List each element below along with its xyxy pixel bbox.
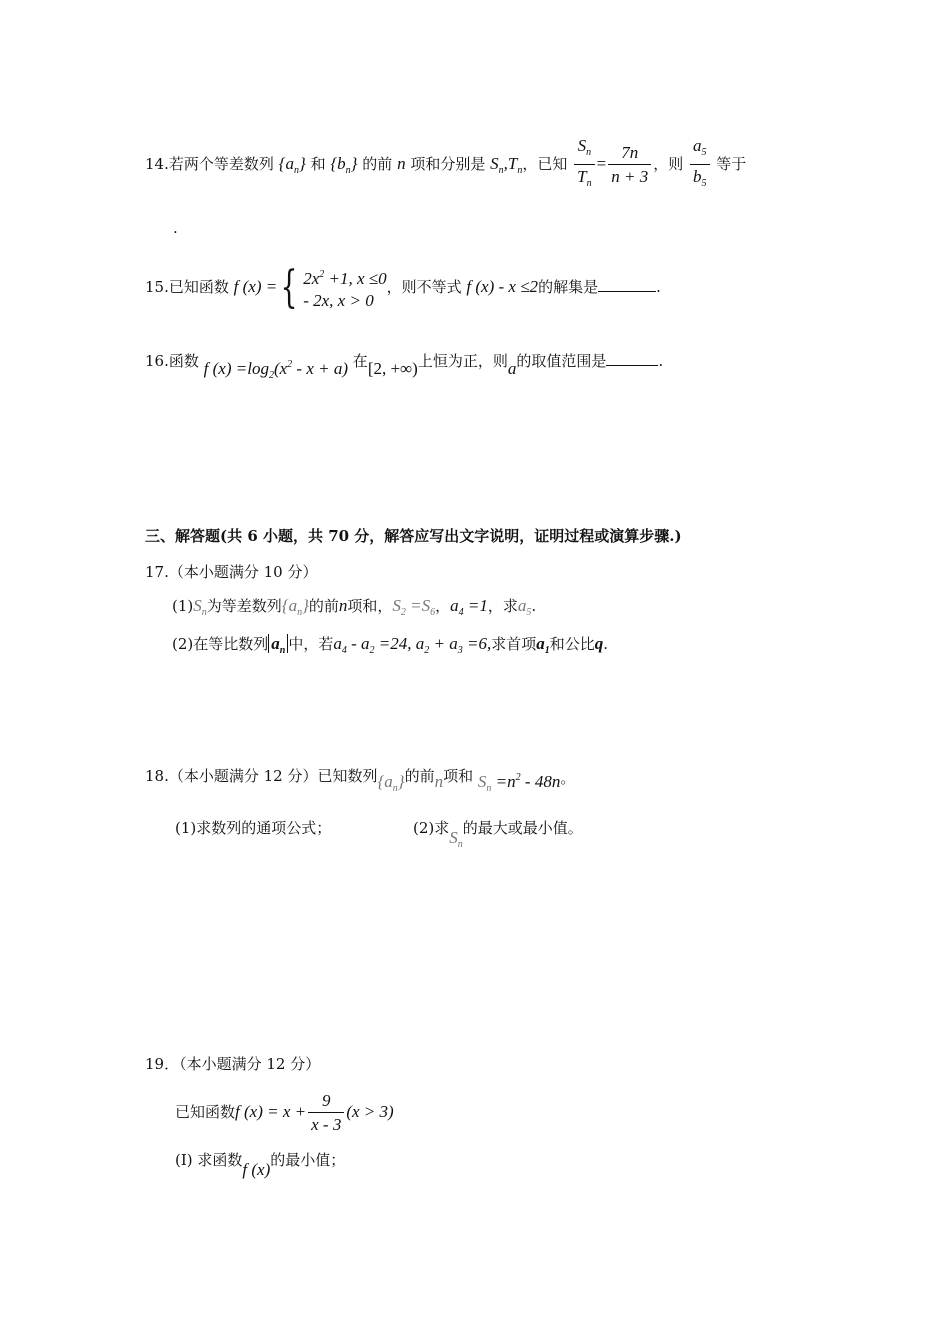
q15-answer-blank (598, 275, 656, 292)
q19-condition: (x > 3) (346, 1102, 394, 1121)
q16-text-2: 在 (352, 352, 368, 370)
q17-q: q (594, 634, 604, 653)
q17-a4: $a_4 =1$ (450, 596, 488, 618)
q18-line: 18.（本小题满分 12 分）已知数列$\{a_n\}$的前n项和 $S_n =n^2 - 48n$。 (145, 767, 576, 794)
q18-part-1: (1)求数列的通项公式； (175, 819, 332, 837)
q14-frac-ab: $\frac{a_5}{b_5}$ (690, 136, 710, 194)
q19-fx-small: f (x) (242, 1160, 271, 1179)
q17-a1: $a_1$ (536, 634, 550, 656)
q14-text-4: ，已知 (522, 155, 568, 173)
q18-Sn-formula: $S_n =n^2 - 48n$ (477, 772, 561, 794)
q15-brace: { (280, 262, 298, 313)
q16-end: . (658, 352, 664, 370)
q15-number: 15. (145, 278, 169, 296)
q17-S2-eq-S6: $S_2 =S_6$ (392, 596, 436, 618)
q19-header: 19．（本小题满分 12 分） (145, 1055, 321, 1073)
q14-frac-ST: $\frac{S_n}{T_n}$ (574, 136, 594, 194)
q17-part-2: (2)在等比数列 $a_n$ 中，若$a_4 - a_2 =24$, $a_2 + a_3 =6$,求首项$a_1$和公比q. (172, 634, 609, 656)
q16-answer-blank (606, 349, 658, 366)
q14-seq-b: $\{b_n\}$ (330, 154, 358, 176)
q16-a: a (507, 359, 517, 378)
q15-case-2: - 2x, x > 0 (303, 291, 374, 310)
q17-S: $S_n$ (193, 596, 207, 618)
section-3-heading: 三、解答题(共 6 小题，共 70 分，解答应写出文字说明，证明过程或演算步骤.) (145, 527, 682, 545)
q19-part-1: (Ⅰ) 求函数f (x)的最小值； (175, 1151, 346, 1179)
q16-line (145, 342, 663, 383)
q15-line (145, 262, 661, 312)
q19-function: 已知函数f (x) = x + $\frac{9}{x - 3}$ (x > 3) (175, 1091, 394, 1134)
q14-text-2: 的前 (362, 155, 393, 173)
q16-fx: f $(x) =\log_2(x^2 - x + a)$ (203, 359, 349, 381)
q14-text-6: 等于 (716, 155, 747, 173)
q18-Sn: $S_n$ (449, 828, 463, 850)
q14-S-T: $S_n,T_n$ (490, 154, 523, 176)
q17-part-1: $(1)S_n$为等差数列$\{a_n\}$的前n项和，$S_2 =S_6$，$a_4 =1$，求$a_5$. (172, 596, 537, 618)
q14-n: n (397, 154, 406, 173)
q14-answer-dot: . (173, 219, 178, 237)
q16-number: 16. (145, 352, 169, 370)
q17-conditions: $a_4 - a_2 =24$, $a_2 + a_3 =6$, (333, 634, 492, 656)
q14-number: 14. (145, 155, 169, 173)
q17-a5: $a_5$ (517, 596, 532, 618)
q18-part-2: (2)求$S_n$的最大或最小值。 (413, 819, 583, 850)
q16-text-4: 的取值范围是 (516, 352, 607, 370)
q15-text-2: ，则不等式 (386, 278, 462, 296)
q15-fx: f (x) = (233, 277, 278, 296)
q15-cases (303, 264, 386, 312)
q18-seq: $\{a_n\}$ (377, 772, 405, 794)
q14-text-3: 项和分别是 (410, 155, 486, 173)
q15-text-3: 的解集是 (538, 278, 599, 296)
q14-text-5: ，则 (653, 155, 684, 173)
q16-interval: [2, +∞) (367, 359, 418, 378)
q14-eq: = (596, 154, 607, 173)
q14-frac-7n: $\frac{7n}{n + 3}$ (608, 143, 651, 187)
q17-seq: $\{a_n\}$ (281, 596, 309, 618)
q17-seq-an: $a_n$ (268, 634, 288, 653)
q14-and: 和 (310, 155, 326, 173)
q16-text: 函数 (168, 352, 199, 370)
q14-seq-a: $\{a_n\}$ (278, 154, 306, 176)
q15-inequality: f (x) - x ≤2 (466, 277, 539, 296)
q15-end: . (656, 278, 661, 296)
q19-fx: f (x) = x + (235, 1102, 307, 1121)
q14-line (145, 136, 746, 196)
q14-text: 若两个等差数列 (168, 155, 274, 173)
q17-header: 17.（本小题满分 10 分） (145, 563, 318, 581)
q19-frac: $\frac{9}{x - 3}$ (308, 1091, 344, 1135)
q15-case-1: $2x^2 +1$, x ≤0 (303, 269, 387, 288)
q16-text-3: 上恒为正，则 (417, 352, 508, 370)
q15-text: 已知函数 (168, 278, 229, 296)
